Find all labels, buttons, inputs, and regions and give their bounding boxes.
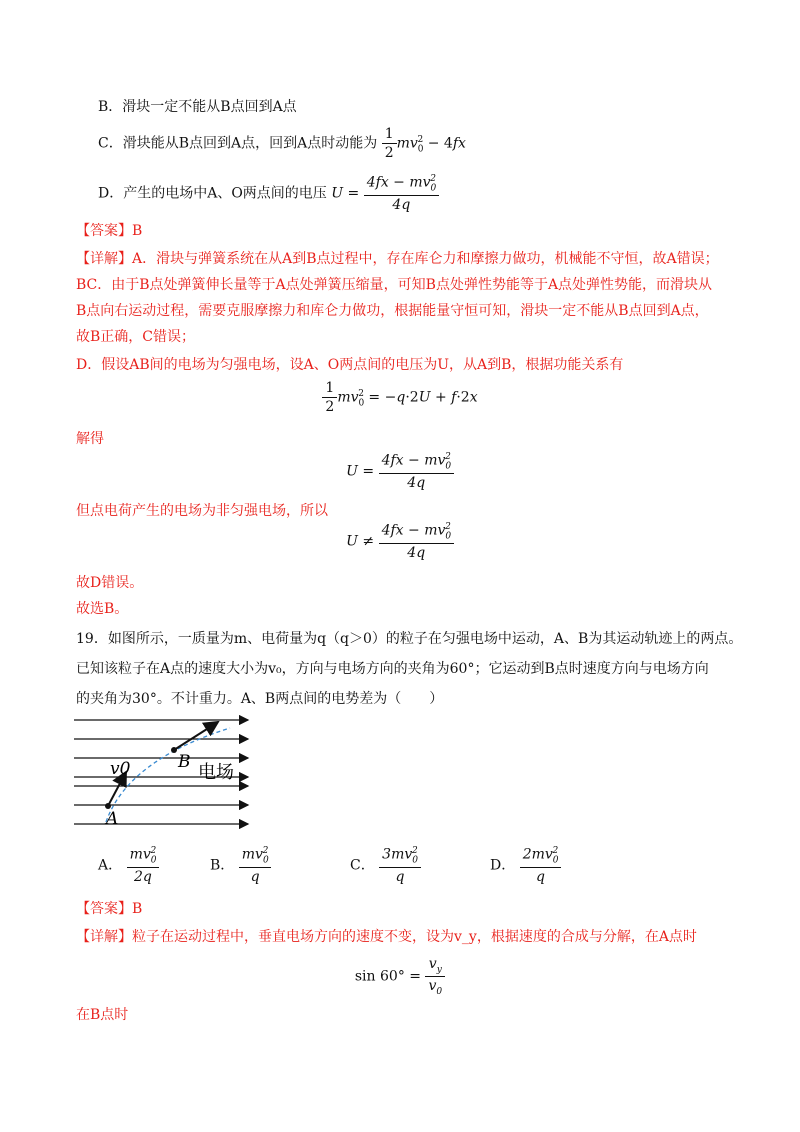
q19-option-d: D． $\frac{2mv_0^2}{q}$ [490, 846, 561, 885]
q19-option-b: B． $\frac{mv_0^2}{q}$ [210, 846, 271, 885]
q18-detail-1: 【详解】A．滑块与弹簧系统在从A到B点过程中，存在库仑力和摩擦力做功，机械能不守恒，故A错误； [76, 251, 719, 267]
q18-option-b: B．滑块一定不能从B点回到A点 [98, 99, 297, 115]
equation-sin60: sin 60° = $\frac{v_y}{v_0}$ [0, 956, 800, 997]
q18-option-d-text: D．产生的电场中A、O两点间的电压 [98, 185, 327, 202]
equation-energy: $\frac{1}{2}$ $mv_0^2 = -q\cdot 2U + f\cdot 2x$ [0, 380, 800, 415]
q18-option-c-text: C．滑块能从B点回到A点，回到A点时动能为 [98, 135, 378, 152]
fraction-half: $\frac{1}{2}$ [382, 126, 397, 161]
label-b: B [178, 752, 191, 772]
formula-u: $\frac{4fx - mv_0^2}{4q}$ [364, 174, 439, 213]
label-field: 电场 [198, 762, 234, 783]
equation-u: U = $\frac{4fx - mv_0^2}{4q}$ [0, 452, 800, 491]
q19-stem-3: 的夹角为30°。不计重力。A、B两点间的电势差为（ ） [76, 691, 444, 707]
q18-option-d: D．产生的电场中A、O两点间的电压 U = $\frac{4fx - mv_0^2}{4q}$ [98, 174, 439, 213]
q18-solve: 解得 [76, 431, 104, 447]
q18-detail-4: 故B正确，C错误； [76, 329, 195, 345]
q18-detail-3: B点向右运动过程，需要克服摩擦力和库仑力做功，根据能量守恒可知，滑块一定不能从B点回到A点， [76, 303, 709, 319]
q19-option-a: A． $\frac{mv_0^2}{2q}$ [98, 846, 159, 885]
q19-stem-2: 已知该粒子在A点的速度大小为v₀，方向与电场方向的夹角为60°；它运动到B点时速度方向与电场方向 [76, 661, 709, 677]
q18-answer: 【答案】B [76, 223, 143, 239]
electric-field-figure [70, 712, 260, 832]
q18-choose: 故选B。 [76, 601, 129, 617]
q19-answer: 【答案】B [76, 901, 143, 917]
q18-nonuniform: 但点电荷产生的电场为非匀强电场，所以 [76, 503, 328, 519]
q19-detail-1: 【详解】粒子在运动过程中，垂直电场方向的速度不变，设为v_y，根据速度的合成与分解，在A点时 [76, 929, 697, 945]
q18-d-wrong: 故D错误。 [76, 575, 144, 591]
velocity-b-arrow [174, 722, 218, 750]
q18-detail-2: BC．由于B点处弹簧伸长量等于A点处弹簧压缩量，可知B点处弹性势能等于A点处弹性势能，而滑块从 [76, 277, 713, 293]
q18-option-c: C．滑块能从B点回到A点，回到A点时动能为 $\frac{1}{2}$ $mv_0^2 - 4fx$ [98, 126, 466, 162]
label-v0: v0 [110, 759, 131, 779]
q19-option-c: C． $\frac{3mv_0^2}{q}$ [350, 846, 421, 885]
equation-u-not-equal: U ≠ $\frac{4fx - mv_0^2}{4q}$ [0, 522, 800, 561]
q19-at-b: 在B点时 [76, 1007, 129, 1023]
point-b [171, 747, 177, 753]
label-a: A [106, 809, 119, 829]
q19-stem-1: 19．如图所示，一质量为m、电荷量为q（q＞0）的粒子在匀强电场中运动，A、B为其运动轨迹上的两点。 [76, 631, 743, 647]
q18-detail-5: D．假设AB间的电场为匀强电场，设A、O两点间的电压为U，从A到B，根据功能关系有 [76, 357, 624, 373]
